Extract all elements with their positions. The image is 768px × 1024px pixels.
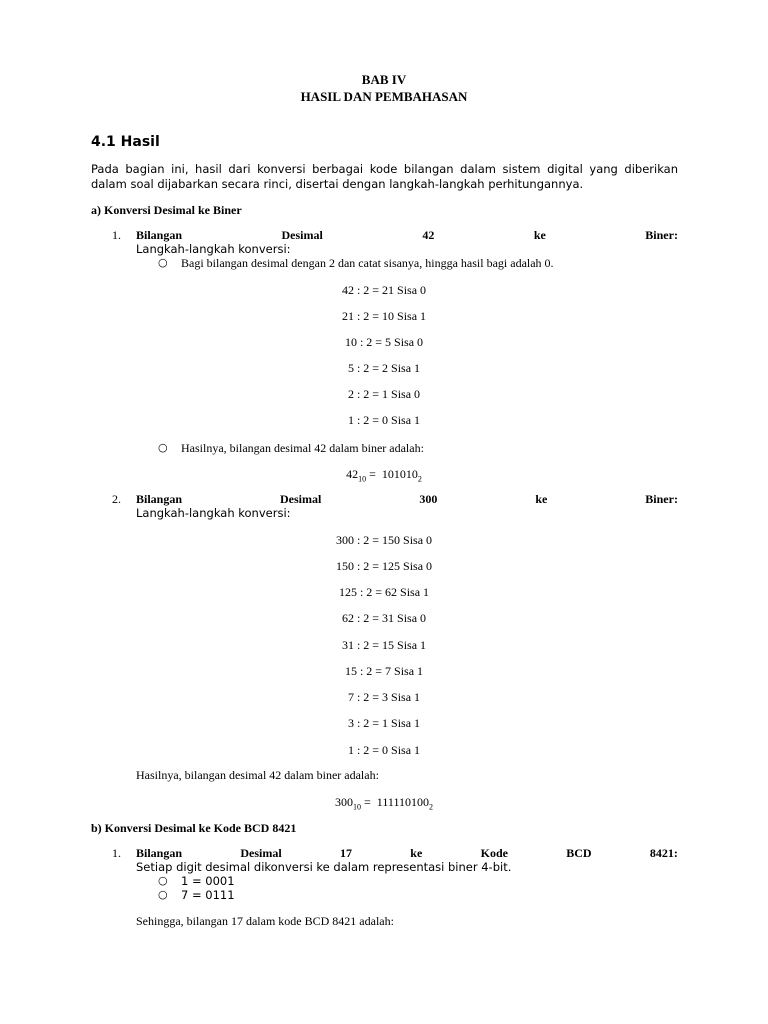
division-step: 1 : 2 = 0 Sisa 1 bbox=[347, 413, 421, 427]
steps-label: Langkah-langkah konversi: bbox=[136, 242, 291, 256]
result-lhs: 300 bbox=[335, 795, 353, 809]
result-rhs: 111110100 bbox=[376, 795, 429, 809]
division-step: 62 : 2 = 31 Sisa 0 bbox=[341, 611, 427, 625]
result-eq: = bbox=[361, 795, 377, 809]
division-step: 5 : 2 = 2 Sisa 1 bbox=[347, 361, 421, 375]
title-word: Bilangan bbox=[136, 492, 183, 506]
title-word: Bilangan bbox=[136, 846, 183, 860]
division-step: 15 : 2 = 7 Sisa 1 bbox=[344, 664, 424, 678]
list-number: 2. bbox=[112, 492, 121, 506]
item-title-line bbox=[136, 492, 678, 507]
division-step: 2 : 2 = 1 Sisa 0 bbox=[347, 387, 421, 401]
title-word: 300 bbox=[419, 492, 438, 506]
division-step: 10 : 2 = 5 Sisa 0 bbox=[344, 335, 424, 349]
result-label: Hasilnya, bilangan desimal 42 dalam biner adalah: bbox=[136, 768, 379, 782]
division-step: 7 : 2 = 3 Sisa 1 bbox=[347, 690, 421, 704]
bullet-icon: ○ bbox=[158, 256, 168, 269]
result-rhs-base: 2 bbox=[429, 802, 433, 812]
result-rhs: 101010 bbox=[381, 467, 418, 481]
title-word: 42 bbox=[422, 228, 435, 242]
part-a-heading: a) Konversi Desimal ke Biner bbox=[91, 203, 242, 217]
division-step: 300 : 2 = 150 Sisa 0 bbox=[335, 533, 433, 547]
title-word: ke bbox=[535, 492, 548, 506]
list-number: 1. bbox=[112, 228, 121, 242]
result-lhs: 42 bbox=[346, 467, 359, 481]
title-word: Desimal bbox=[240, 846, 282, 860]
result-rhs-base: 2 bbox=[417, 474, 422, 484]
steps-label: Langkah-langkah konversi: bbox=[136, 506, 291, 520]
title-word: Biner: bbox=[645, 228, 678, 242]
title-word: Biner: bbox=[645, 492, 678, 506]
title-word: ke bbox=[533, 228, 546, 242]
item-title-line bbox=[136, 228, 678, 243]
title-word: Desimal bbox=[280, 492, 322, 506]
bullet-text: Bagi bilangan desimal dengan 2 dan catat sisanya, hingga hasil bagi adalah 0. bbox=[181, 256, 554, 270]
binary-result bbox=[0, 467, 768, 483]
item-title-line bbox=[136, 846, 678, 861]
result-lhs-base: 10 bbox=[358, 474, 367, 484]
division-step: 42 : 2 = 21 Sisa 0 bbox=[341, 283, 427, 297]
bcd-description: Setiap digit desimal dikonversi ke dalam representasi biner 4-bit. bbox=[136, 860, 512, 874]
bullet-text: 7 = 0111 bbox=[181, 888, 235, 902]
division-step: 150 : 2 = 125 Sisa 0 bbox=[335, 559, 433, 573]
binary-result bbox=[0, 795, 768, 811]
chapter-title: HASIL DAN PEMBAHASAN bbox=[300, 89, 468, 104]
intro-paragraph: Pada bagian ini, hasil dari konversi berbagai kode bilangan dalam sistem digital yang diberikan dalam soal dijabarkan secara rinci, disertai dengan langkah-langkah perhitungannya. bbox=[91, 162, 678, 191]
list-number: 1. bbox=[112, 846, 121, 860]
title-word: ke bbox=[410, 846, 423, 860]
bullet-icon: ○ bbox=[158, 888, 168, 901]
result-eq: = bbox=[366, 467, 382, 481]
title-word: Kode bbox=[480, 846, 508, 860]
division-step: 3 : 2 = 1 Sisa 1 bbox=[347, 716, 421, 730]
title-word: 8421: bbox=[649, 846, 678, 860]
section-heading: 4.1 Hasil bbox=[91, 134, 160, 150]
result-lhs-base: 10 bbox=[353, 802, 361, 812]
part-b-heading: b) Konversi Desimal ke Kode BCD 8421 bbox=[91, 821, 297, 835]
chapter-label: BAB IV bbox=[361, 72, 407, 87]
division-step: 125 : 2 = 62 Sisa 1 bbox=[338, 585, 430, 599]
bcd-conclusion: Sehingga, bilangan 17 dalam kode BCD 8421 adalah: bbox=[136, 914, 394, 928]
bullet-text: Hasilnya, bilangan desimal 42 dalam biner adalah: bbox=[181, 441, 424, 455]
division-step: 1 : 2 = 0 Sisa 1 bbox=[347, 743, 421, 757]
bullet-icon: ○ bbox=[158, 441, 168, 454]
bullet-icon: ○ bbox=[158, 874, 168, 887]
division-step: 21 : 2 = 10 Sisa 1 bbox=[341, 309, 427, 323]
title-word: 17 bbox=[339, 846, 352, 860]
bullet-text: 1 = 0001 bbox=[181, 874, 235, 888]
division-step: 31 : 2 = 15 Sisa 1 bbox=[341, 638, 427, 652]
title-word: BCD bbox=[566, 846, 592, 860]
title-word: Desimal bbox=[281, 228, 323, 242]
title-word: Bilangan bbox=[136, 228, 183, 242]
